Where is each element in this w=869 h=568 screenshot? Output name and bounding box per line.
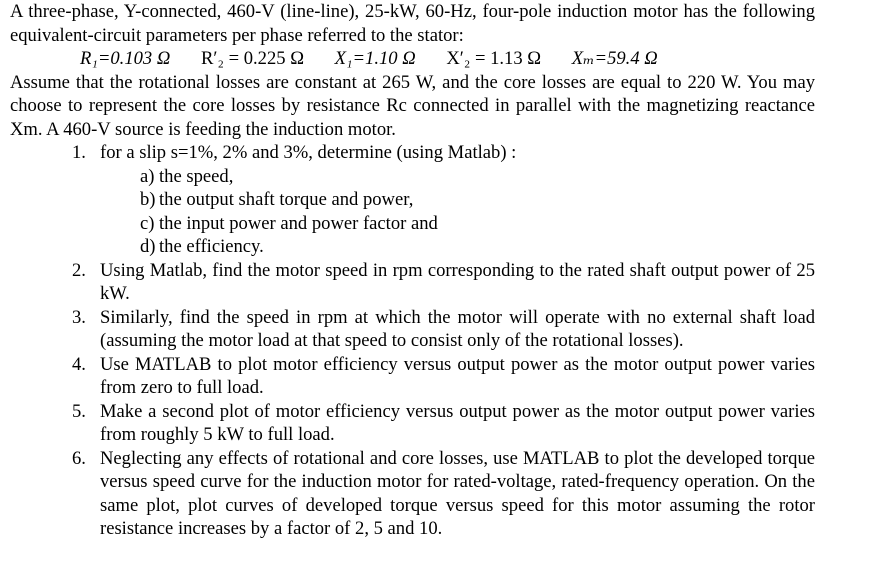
subtask-item — [100, 212, 815, 236]
task-number: 3. — [72, 306, 86, 328]
param-x1: X₁=1.10 Ω — [334, 48, 416, 69]
param-r2: R′₂ = 0.225 Ω — [200, 48, 305, 69]
task-text: Neglecting any effects of rotational and core losses, use MATLAB to plot the developed torque versus speed curve for the induction motor for rated-voltage, rated-frequency operation. On the same plot, plot curves of developed torque versus speed for this motor assuming the rotor resistance increases by a factor of 2, 5 and 10. — [100, 447, 815, 539]
subtask-text: the input power and power factor and — [159, 212, 438, 234]
param-x2: X′₂ = 1.13 Ω — [446, 48, 542, 69]
param-xm: Xₘ=59.4 Ω — [571, 48, 658, 69]
task-number: 5. — [72, 400, 86, 422]
task-number: 2. — [72, 259, 86, 281]
task-item — [10, 447, 815, 541]
subtask-letter: d) — [140, 236, 156, 257]
subtask-list — [100, 165, 815, 259]
task-number: 1. — [72, 142, 86, 163]
subtask-text: the output shaft torque and power, — [159, 189, 414, 210]
problem-assumptions: Assume that the rotational losses are constant at 265 W, and the core losses are equal to 220 W. You may choose to represent the core losses by resistance Rc connected in parallel with the magnetizing reactance Xm. A 460-V source is feeding the induction motor. — [10, 71, 815, 140]
task-item — [10, 259, 815, 306]
circuit-parameters — [80, 47, 869, 71]
task-text: Use MATLAB to plot motor efficiency versus output power as the motor output power varies from zero to full load. — [100, 353, 815, 398]
task-text: Using Matlab, find the motor speed in rpm corresponding to the rated shaft output power of 25 kW. — [100, 259, 815, 304]
subtask-text: the efficiency. — [159, 236, 264, 257]
subtask-text: the speed, — [159, 165, 234, 187]
subtask-item — [100, 188, 815, 212]
task-item — [10, 306, 815, 353]
subtask-letter: b) — [140, 189, 156, 210]
subtask-item — [100, 235, 815, 259]
task-item — [10, 141, 815, 259]
param-r1: R₁=0.103 Ω — [80, 48, 171, 69]
task-number: 4. — [72, 353, 86, 375]
task-text: Make a second plot of motor efficiency versus output power as the motor output power varies from roughly 5 kW to full load. — [100, 400, 815, 445]
task-list — [10, 141, 869, 541]
task-text: Similarly, find the speed in rpm at which the motor will operate with no external shaft load (assuming the motor load at that speed to consist only of the rotational losses). — [100, 306, 815, 351]
subtask-letter: a) — [140, 165, 155, 187]
subtask-letter: c) — [140, 212, 155, 234]
task-text: for a slip s=1%, 2% and 3%, determine (using Matlab) : — [100, 142, 517, 163]
task-item — [10, 353, 815, 400]
subtask-item — [100, 165, 815, 189]
task-number: 6. — [72, 447, 86, 469]
problem-intro: A three-phase, Y-connected, 460-V (line-line), 25-kW, 60-Hz, four-pole induction motor has the following equivalent-circuit parameters per phase referred to the stator: — [10, 1, 815, 46]
task-item — [10, 400, 815, 447]
